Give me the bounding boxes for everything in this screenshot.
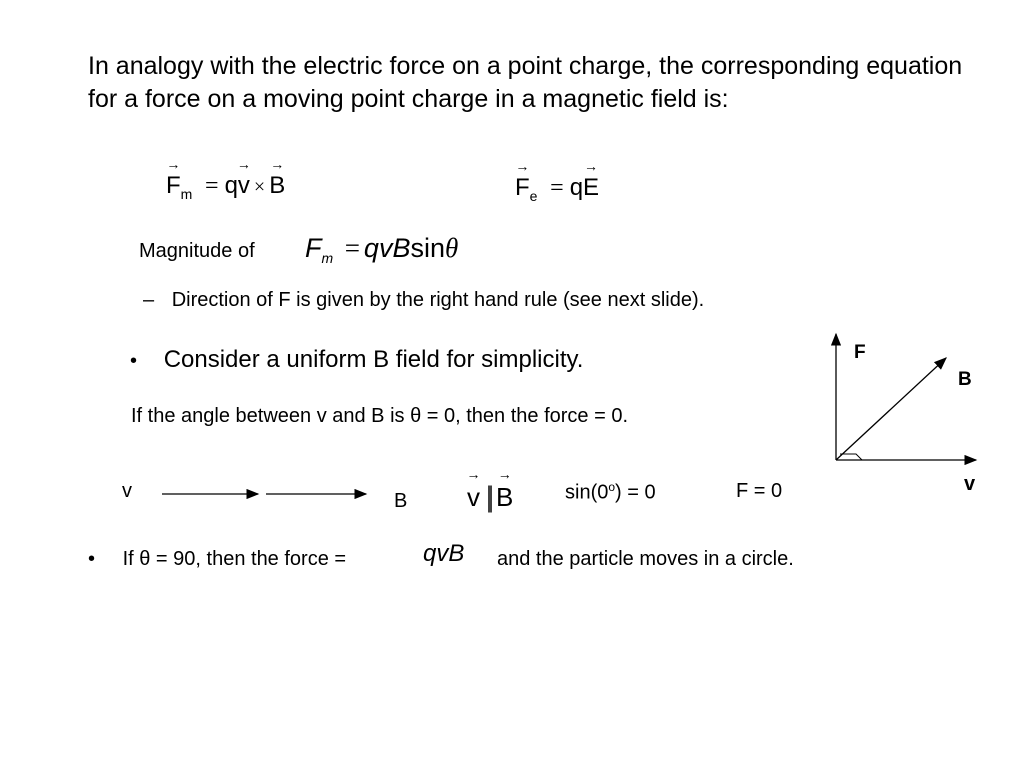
force-symbol: → F (515, 174, 530, 202)
v-label: v (122, 480, 132, 502)
magnitude-equation (305, 233, 458, 266)
subscript-m: m (321, 250, 334, 266)
bullet-marker: • (130, 350, 138, 372)
parallel-arrows (158, 484, 372, 504)
uniform-field-text: Consider a uniform B field for simplicity. (163, 346, 584, 373)
velocity-symbol: → v (467, 482, 480, 513)
diagram-v-label: v (964, 473, 976, 495)
parallel-equation (467, 480, 513, 514)
intro-text: In analogy with the electric force on a point charge, the corresponding equation for a force on a moving point charge in a magnetic field is: (88, 52, 963, 113)
sin-zero-post: ) = 0 (615, 481, 656, 504)
magnetic-force-equation (166, 172, 285, 202)
magnitude-label: Magnitude of (139, 240, 255, 262)
diagram-f-label: F (854, 342, 866, 363)
sin-function: sin (410, 233, 445, 263)
qvb-expression: qvB (423, 540, 465, 567)
theta90-bullet (88, 548, 346, 571)
velocity-symbol: → v (238, 172, 250, 200)
field-symbol: → B (269, 172, 285, 200)
equals-sign: = (550, 175, 564, 201)
field-vector (836, 358, 946, 460)
theta90-pre-text: If θ = 90, then the force = (122, 548, 347, 570)
force-symbol: → F (166, 172, 181, 200)
uniform-field-bullet (130, 346, 583, 374)
cross-sign: × (253, 176, 266, 198)
degree-superscript: o (608, 480, 616, 494)
sin-zero-text (565, 480, 656, 505)
angle-marker (840, 454, 862, 460)
equals-sign: = (344, 233, 360, 263)
electric-field-symbol: → E (583, 174, 599, 202)
b-label: B (394, 490, 408, 512)
equals-sign: = (205, 173, 219, 199)
subscript-m: m (180, 186, 193, 202)
bullet-marker: • (88, 548, 96, 570)
theta90-post-text: and the particle moves in a circle. (497, 548, 794, 570)
diagram-b-label: B (958, 369, 972, 390)
direction-text: Direction of F is given by the right hand rule (see next slide). (171, 289, 705, 311)
field-symbol: → B (496, 482, 513, 513)
charge-symbol: q (224, 172, 238, 199)
angle-zero-text: If the angle between v and B is θ = 0, then the force = 0. (131, 405, 629, 427)
force-zero-text: F = 0 (736, 480, 783, 502)
theta-symbol: θ (444, 233, 459, 263)
force-diagram (826, 330, 986, 476)
subscript-e: e (529, 188, 538, 204)
dash-marker: – (143, 289, 155, 311)
parallel-sign: || (486, 480, 491, 513)
direction-item (143, 289, 704, 312)
electric-force-equation (515, 174, 599, 204)
charge-symbol: q (569, 174, 584, 201)
force-symbol: F (305, 233, 322, 263)
qvb-term: qvB (363, 233, 411, 263)
sin-zero-pre: sin(0 (565, 481, 609, 504)
